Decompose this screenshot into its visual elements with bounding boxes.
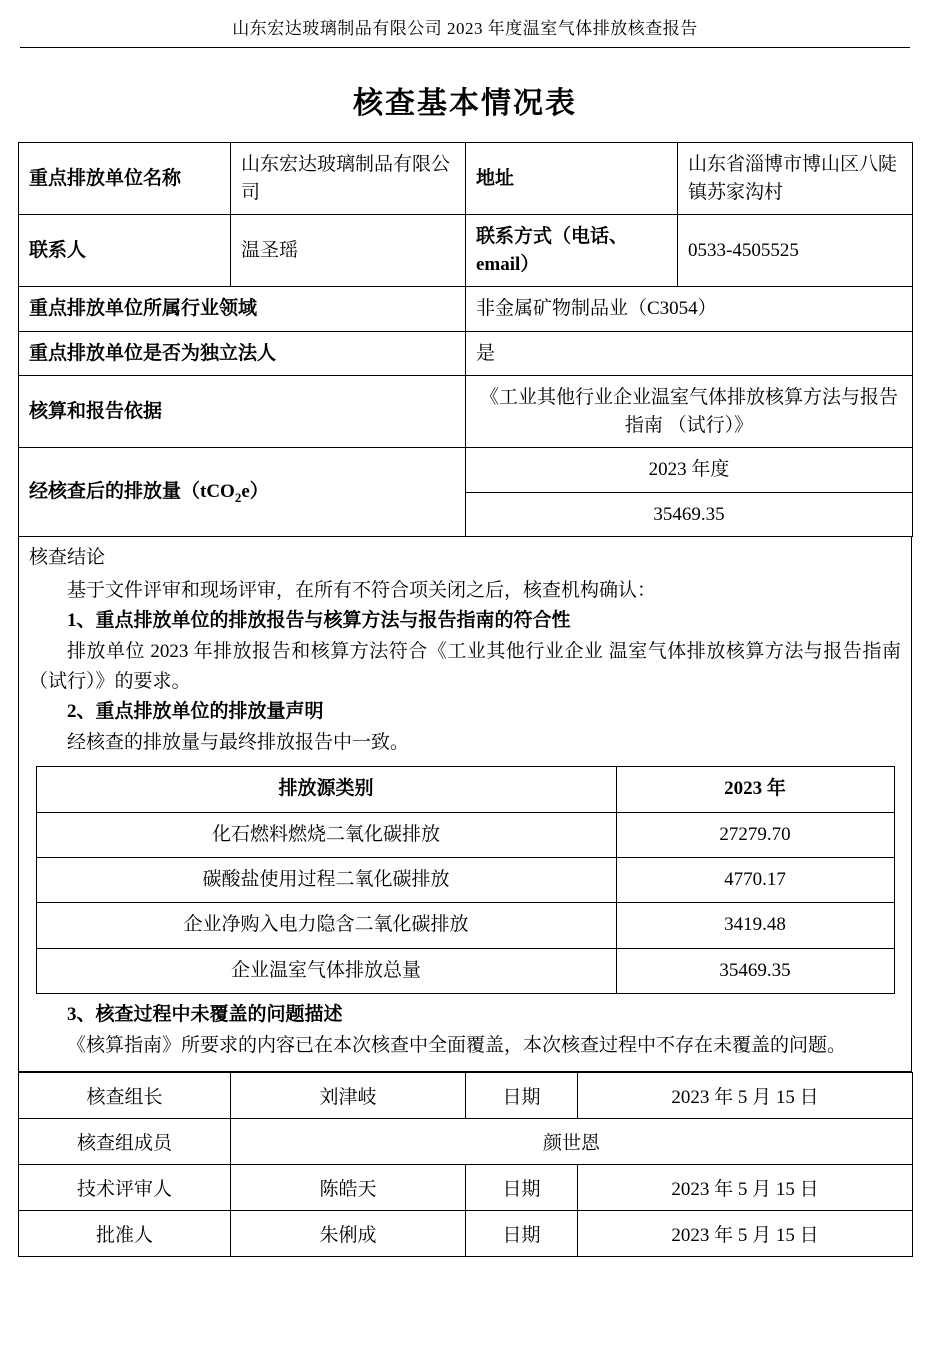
table-row: [19, 376, 913, 448]
signature-date: 2023 年 5 月 15 日: [578, 1210, 913, 1256]
value-entity-name: 山东宏达玻璃制品有限公司: [231, 143, 466, 215]
conclusion-intro: 基于文件评审和现场评审，在所有不符合项关闭之后，核查机构确认：: [67, 579, 657, 601]
conclusion-item3-body: 《核算指南》所要求的内容已在本次核查中全面覆盖，本次核查过程中不存在未覆盖的问题。: [67, 1034, 847, 1056]
signature-role: 批准人: [19, 1210, 231, 1256]
label-verified-emissions-suffix: e）: [241, 480, 269, 502]
emission-summary-table: [36, 766, 895, 994]
conclusion-item2-title: 2、重点排放单位的排放量声明: [67, 701, 324, 723]
emission-category: 企业温室气体排放总量: [36, 948, 616, 993]
emission-category: 化石燃料燃烧二氧化碳排放: [36, 812, 616, 857]
table-row: [36, 857, 894, 902]
signature-name: 朱俐成: [231, 1210, 466, 1256]
value-accounting-basis: 《工业其他行业企业温室气体排放核算方法与报告指南 （试行）》: [466, 376, 913, 448]
table-row: [19, 1164, 913, 1210]
table-row: [19, 1118, 913, 1164]
label-accounting-basis: 核算和报告依据: [19, 376, 466, 448]
label-address: 地址: [466, 143, 678, 215]
label-verified-emissions-prefix: 经核查后的排放量（tCO: [29, 480, 235, 502]
value-verified-amount: 35469.35: [466, 492, 913, 537]
co2-subscript: 2: [234, 489, 242, 505]
emission-category: 碳酸盐使用过程二氧化碳排放: [36, 857, 616, 902]
table-row: [19, 1210, 913, 1256]
value-contact-person: 温圣瑶: [231, 215, 466, 287]
label-industry: 重点排放单位所属行业领域: [19, 287, 466, 332]
table-row: [19, 215, 913, 287]
signature-table: [18, 1072, 913, 1257]
signature-role: 核查组长: [19, 1072, 231, 1118]
emission-category: 企业净购入电力隐含二氧化碳排放: [36, 903, 616, 948]
value-legal-person: 是: [466, 331, 913, 376]
value-address: 山东省淄博市博山区八陡镇苏家沟村: [678, 143, 913, 215]
signature-date-label: 日期: [466, 1164, 578, 1210]
label-verified-emissions: [19, 448, 466, 537]
conclusion-item2-body: 经核查的排放量与最终排放报告中一致。: [67, 731, 410, 753]
table-row: [19, 287, 913, 332]
table-row: [36, 903, 894, 948]
value-industry: 非金属矿物制品业（C3054）: [466, 287, 913, 332]
table-row: [19, 143, 913, 215]
conclusion-item1-body: 排放单位 2023 年排放报告和核算方法符合《工业其他行业企业 温室气体排放核算方法与报告指南 （试行）》的要求。: [29, 640, 901, 693]
table-header-row: [36, 767, 894, 812]
conclusion-section: [18, 537, 912, 1071]
label-contact-method: 联系方式（电话、email）: [466, 215, 678, 287]
emission-value: 3419.48: [616, 903, 894, 948]
label-contact-person: 联系人: [19, 215, 231, 287]
conclusion-item1-title: 1、重点排放单位的排放报告与核算方法与报告指南的符合性: [67, 610, 571, 632]
signature-date-label: 日期: [466, 1072, 578, 1118]
table-row: [36, 948, 894, 993]
conclusion-item3-title: 3、核查过程中未覆盖的问题描述: [67, 1004, 343, 1026]
basic-info-table: [18, 142, 913, 537]
running-header: 山东宏达玻璃制品有限公司 2023 年度温室气体排放核查报告: [20, 14, 910, 48]
table-row: [19, 448, 913, 493]
signature-role: 核查组成员: [19, 1118, 231, 1164]
value-verified-year: 2023 年度: [466, 448, 913, 493]
signature-role: 技术评审人: [19, 1164, 231, 1210]
conclusion-heading: 核查结论: [29, 547, 106, 569]
emission-value: 35469.35: [616, 948, 894, 993]
table-row: [36, 812, 894, 857]
value-contact-method: 0533-4505525: [678, 215, 913, 287]
signature-date-label: 日期: [466, 1210, 578, 1256]
label-entity-name: 重点排放单位名称: [19, 143, 231, 215]
signature-date: 2023 年 5 月 15 日: [578, 1072, 913, 1118]
signature-date: 2023 年 5 月 15 日: [578, 1164, 913, 1210]
page-title: 核查基本情况表: [353, 87, 577, 120]
label-legal-person: 重点排放单位是否为独立法人: [19, 331, 466, 376]
signature-name: 陈皓天: [231, 1164, 466, 1210]
table-row: [19, 331, 913, 376]
emission-value: 4770.17: [616, 857, 894, 902]
table-row: [19, 1072, 913, 1118]
emission-header-category: 排放源类别: [36, 767, 616, 812]
emission-header-year: 2023 年: [616, 767, 894, 812]
signature-name: 刘津岐: [231, 1072, 466, 1118]
signature-name: 颜世恩: [231, 1118, 913, 1164]
emission-value: 27279.70: [616, 812, 894, 857]
